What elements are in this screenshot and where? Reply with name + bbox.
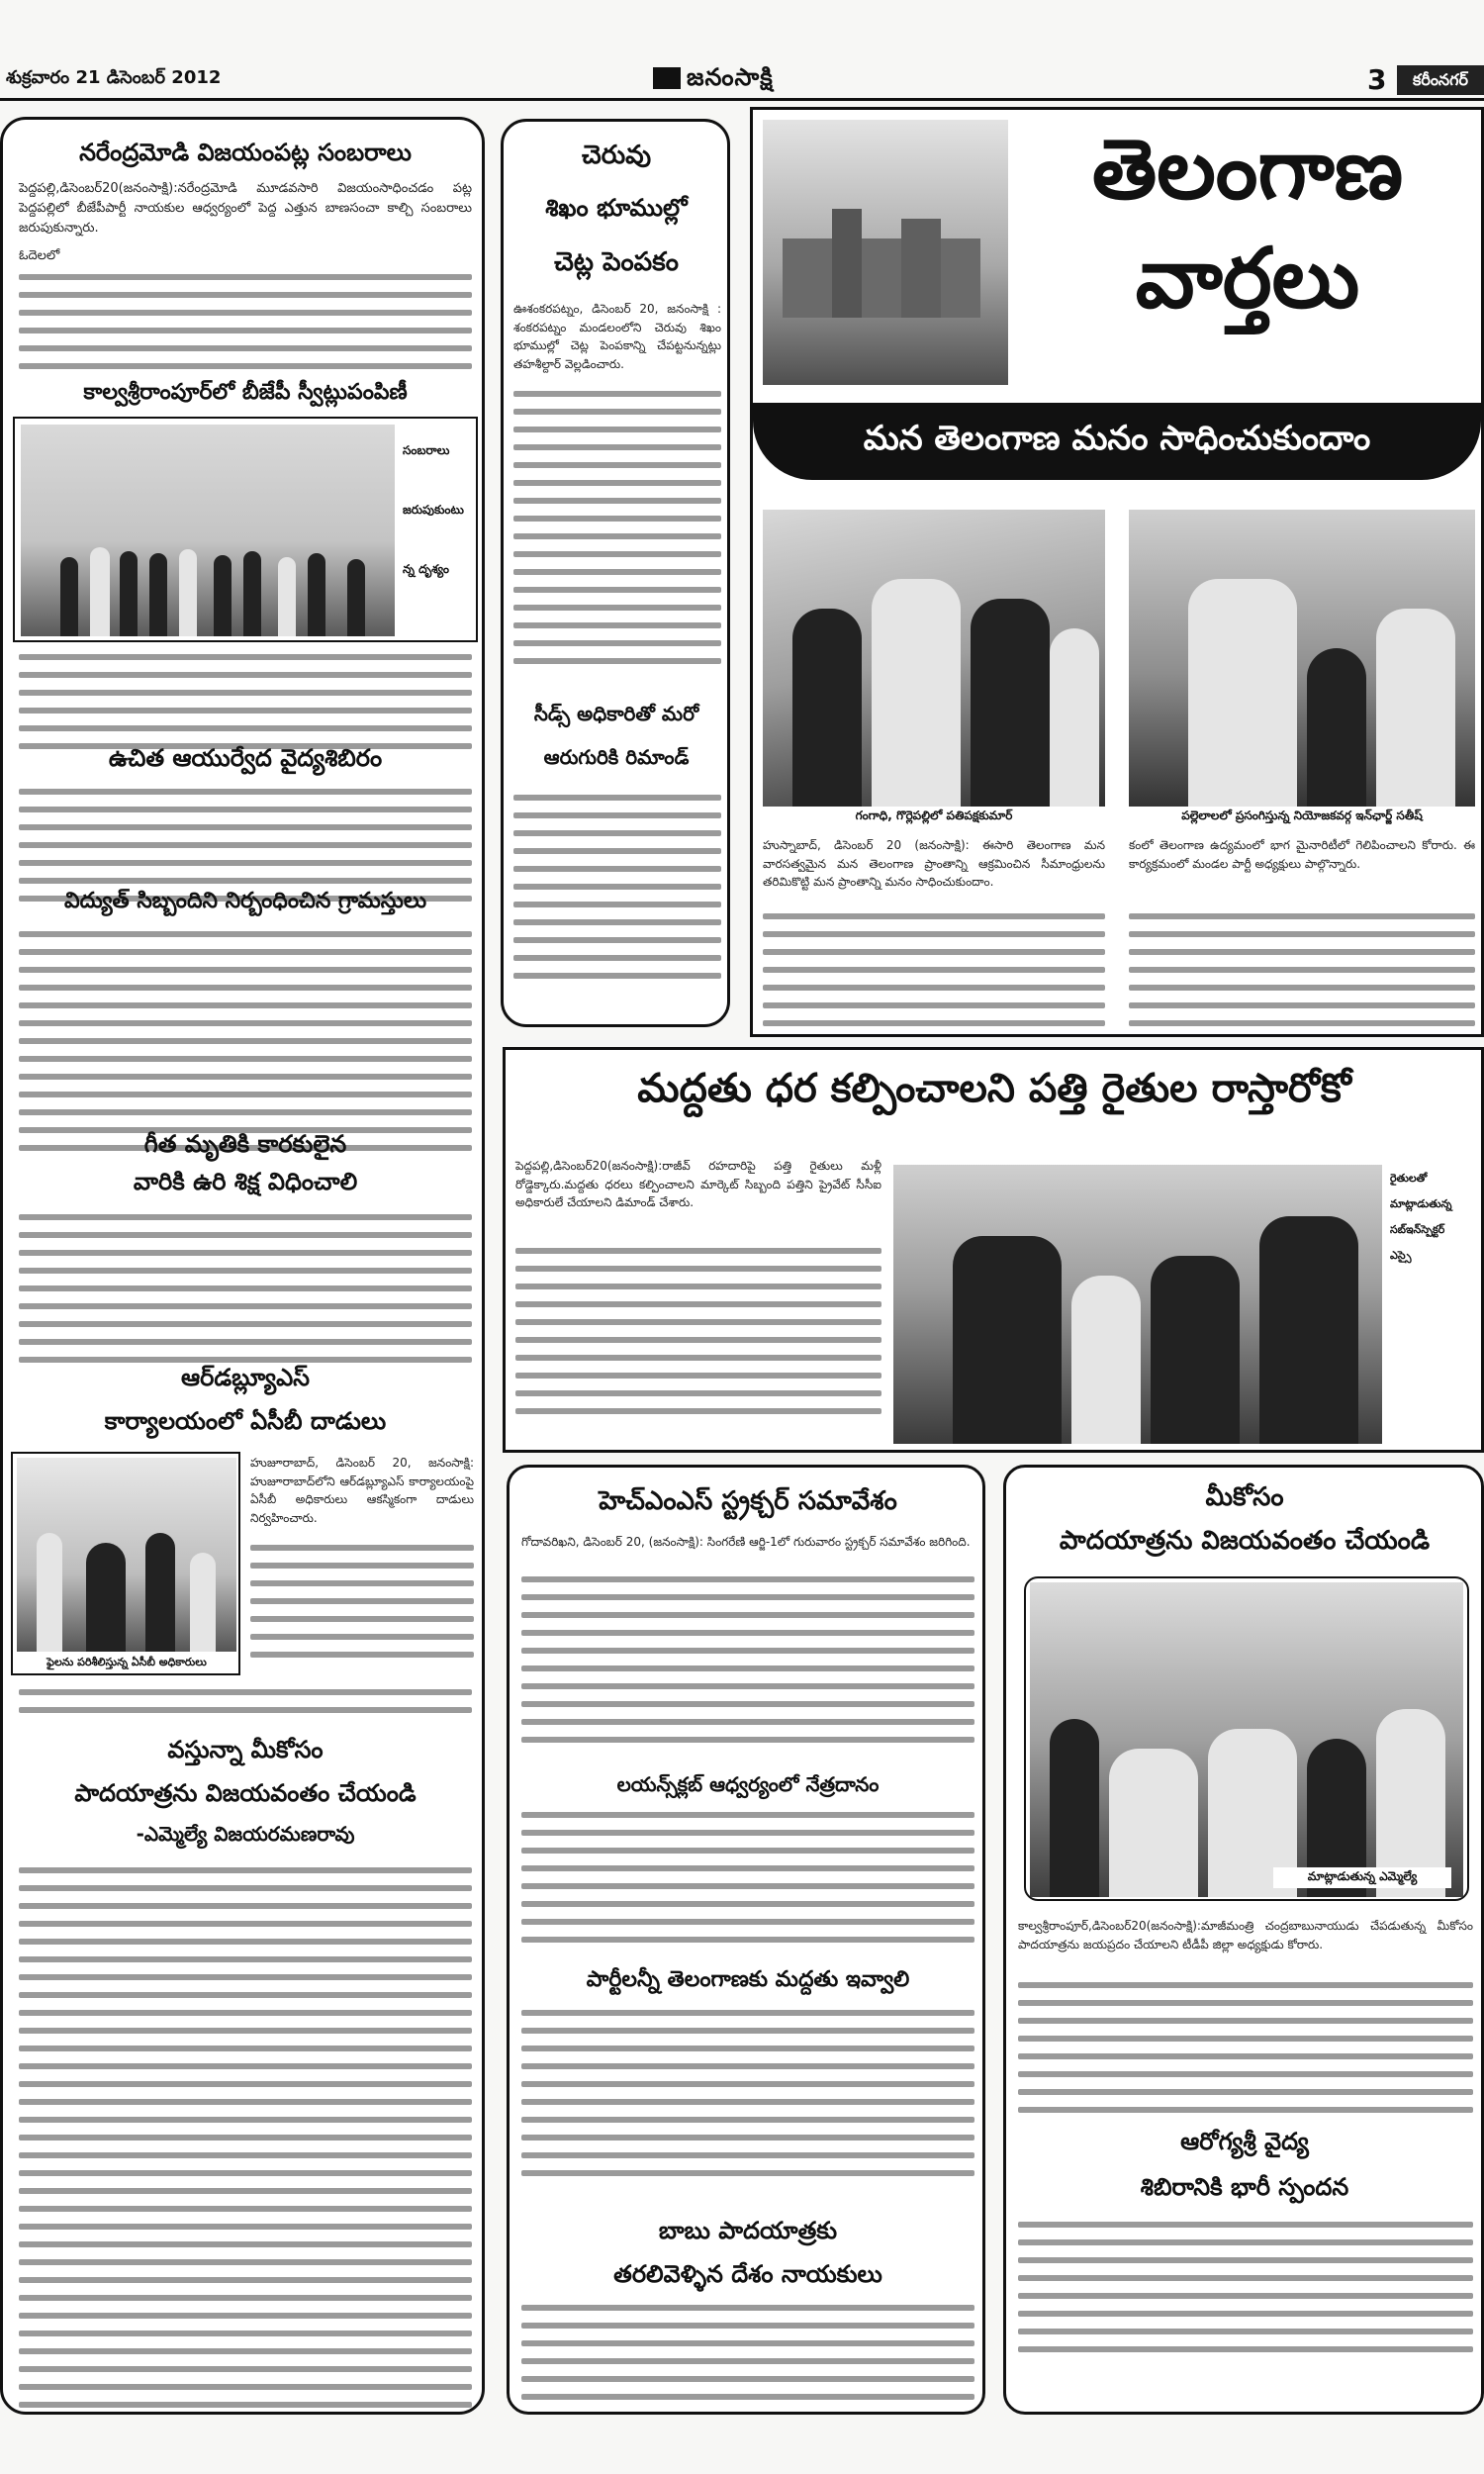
article-body: గోదావరిఖని, డిసెంబర్ 20, (జనంసాక్షి): సింగరేణి ఆర్జి-1లో గురువారం స్ట్రక్చర్ సమావేశం జరిగింది. xyxy=(521,1535,971,1549)
rasta-roko-block xyxy=(503,1047,1484,1453)
article-body: పెద్దపల్లి,డిసెంబర్20(జనంసాక్షి):రాజీవ్ రహదారిపై పత్తి రైతులు మళ్లీ రోడ్డెక్కారు.మద్దతు ధరలు కల్పించాలని మార్కెట్ సిబ్బంది పత్తిని ప్రైవేట్ సీసీఐ అధికారులే చేయాలని డిమాండ్ చేశారు. xyxy=(515,1159,881,1210)
left-column-frame xyxy=(0,117,485,2415)
article-title: సీడ్స్ అధికారితో మరో xyxy=(533,702,699,725)
news-photo xyxy=(1030,1582,1463,1897)
article-text-block xyxy=(1018,2222,1473,2364)
article-text-block xyxy=(513,391,721,676)
photo-caption: ఫైలను పరిశీలిస్తున్న ఏసీబీ అధికారులు xyxy=(46,1656,207,1668)
article-title: గీత మృతికి కారకులైన xyxy=(143,1130,347,1158)
article-text-block xyxy=(521,1576,974,1755)
article-title: బాబు పాదయాత్రకు xyxy=(658,2217,838,2244)
article-text-block xyxy=(19,274,472,381)
photo-caption: ఎస్సై xyxy=(1390,1249,1412,1262)
article-title: హెచ్‌ఎంఎస్ స్ట్రక్చర్ సమావేశం xyxy=(599,1486,897,1516)
article-title: లయన్స్‌క్లబ్ ఆధ్వర్యంలో నేత్రదానం xyxy=(616,1772,880,1796)
article-text-block xyxy=(19,1867,472,2415)
news-photo-frame xyxy=(1024,1576,1469,1901)
article-text-block xyxy=(1018,1982,1473,2125)
middle-column-frame xyxy=(501,119,730,1027)
article-text-block xyxy=(521,2305,974,2412)
article-text-block xyxy=(521,2010,974,2188)
article-byline: -ఎమ్మెల్యే విజయరమణరావు xyxy=(136,1822,355,1846)
article-title: ఆరోగ్యశ్రీ వైద్య xyxy=(1180,2128,1309,2155)
news-photo-frame xyxy=(13,417,478,642)
news-photo-frame xyxy=(11,1452,240,1675)
article-title: మీకోసం xyxy=(1205,1482,1284,1512)
article-title: చెట్ల పెంపకం xyxy=(554,247,679,277)
photo-caption: సంబరాలు xyxy=(403,443,450,457)
article-title: కార్యాలయంలో ఏసీబీ దాడులు xyxy=(104,1407,387,1435)
logo-mark-icon xyxy=(653,67,681,89)
article-body: పెద్దపల్లి,డిసెంబర్20(జనంసాక్షి):నరేంద్రమోడి మూడవసారి విజయంసాధించడం పట్ల పెద్దపల్లిలో బీజేపీపార్టీ నాయకుల ఆధ్వర్యంలో పెద్ద ఎత్తున బాణసంచా కాల్చి సంబరాలు జరుపుకున్నారు. xyxy=(19,181,472,237)
news-photo xyxy=(1129,510,1475,807)
article-title: కాల్వశ్రీరాంపూర్‌లో బీజేపీ స్వీట్లుపంపిణీ xyxy=(83,380,408,405)
meekosam-block-frame xyxy=(1003,1465,1484,2415)
news-photo xyxy=(763,510,1105,807)
photo-caption: పల్లెలాలలో ప్రసంగిస్తున్న నియోజకవర్గ ఇన్‌ఛార్జ్ సతీష్ xyxy=(1181,809,1423,822)
paper-logo xyxy=(653,63,774,97)
article-title: నరేంద్రమోడి విజయంపట్ల సంబరాలు xyxy=(79,139,412,166)
article-title: ఉచిత ఆయుర్వేద వైద్యశిబిరం xyxy=(108,744,383,772)
article-body: హుస్నాబాద్, డిసెంబర్ 20 (జనంసాక్షి): ఈసారి తెలంగాణ మన వారసత్వమైన మన తెలంగాణ ప్రాంతాన్ని ఆక్రమించిన సీమాంధ్రులను తరిమికొట్టి మన ప్రాంతాన్ని మనం సాధించుకుందాం. xyxy=(763,838,1105,890)
article-body: కాల్వశ్రీరాంపూర్,డిసెంబర్20(జనంసాక్షి):మాజీమంత్రి చంద్రబాబునాయుడు చేపడుతున్న మీకోసం పాదయాత్రను జయప్రదం చేయాలని టీడీపీ జిల్లా అధ్యక్షుడు కోరారు. xyxy=(1018,1919,1473,1951)
photo-caption: సబ్‌ఇన్‌స్పెక్టర్ xyxy=(1390,1223,1445,1236)
article-body: కంలో తెలంగాణ ఉద్యమంలో భాగ మైనారిటీలో గెలిపించాలని కోరారు. ఈ కార్యక్రమంలో మండల పార్టీ అధ్యక్షులు పాల్గొన్నారు. xyxy=(1129,838,1475,871)
article-title: వస్తున్నా మీకోసం xyxy=(167,1736,324,1763)
article-title: చెరువు xyxy=(581,141,652,170)
telangana-news-block xyxy=(750,107,1484,1037)
photo-caption: రైతులతో xyxy=(1390,1172,1428,1185)
paper-name: జనంసాక్షి xyxy=(687,63,774,91)
article-subhead: ఓదెలలో xyxy=(19,248,60,263)
hms-block-frame xyxy=(507,1465,985,2415)
article-text-block xyxy=(19,1689,472,1725)
article-title: విద్యుత్ సిబ్బందిని నిర్బంధించిన గ్రామస్తులు xyxy=(63,889,427,913)
article-text-block xyxy=(19,1214,472,1375)
article-title: శిబిరానికి భారీ స్పందన xyxy=(1140,2173,1349,2201)
article-text-block xyxy=(19,931,472,1163)
article-title: మద్దతు ధర కల్పించాలని పత్తి రైతుల రాస్తారోకో xyxy=(637,1066,1351,1111)
section-banner: మన తెలంగాణ మనం సాధించుకుందాం xyxy=(753,403,1481,480)
article-title: పార్టీలన్నీ తెలంగాణకు మద్దతు ఇవ్వాలి xyxy=(586,1967,910,1992)
edition-tag: కరీంనగర్ xyxy=(1397,65,1484,95)
article-title: పాదయాత్రను విజయవంతం చేయండి xyxy=(74,1779,417,1807)
masthead xyxy=(0,61,1484,101)
article-title: పాదయాత్రను విజయవంతం చేయండి xyxy=(1059,1526,1431,1556)
article-title: తరలివెళ్ళిన దేశం నాయకులు xyxy=(613,2260,882,2288)
photo-caption: గంగాధి, గొర్లెపల్లిలో పతిపక్షకుమార్ xyxy=(855,809,1013,822)
news-photo xyxy=(17,1458,236,1652)
article-text-block xyxy=(1129,913,1475,1037)
section-title: వార్తలు xyxy=(1135,229,1360,327)
article-text-block xyxy=(513,795,721,991)
article-text-block xyxy=(250,1545,474,1669)
fort-photo xyxy=(763,120,1008,385)
section-title: తెలంగాణ xyxy=(1091,120,1404,218)
article-body: హుజూరాబాద్, డిసెంబర్ 20, జనంసాక్షి: హుజూరాబాద్‌లోని ఆర్‌డబ్ల్యూఎస్ కార్యాలయంపై ఏసీబీ అధికారులు ఆకస్మికంగా దాడులు నిర్వహించారు. xyxy=(250,1456,474,1525)
news-photo xyxy=(21,425,395,636)
page-number: 3 xyxy=(1367,63,1387,96)
article-text-block xyxy=(763,913,1105,1037)
article-title: ఆర్‌డబ్ల్యూఎస్ xyxy=(180,1364,311,1391)
photo-caption: మాట్లాడుతున్న ఎమ్మెల్యే xyxy=(1273,1867,1451,1888)
news-photo xyxy=(893,1165,1382,1444)
photo-caption: న్న దృశ్యం xyxy=(403,562,449,576)
issue-date: శుక్రవారం 21 డిసెంబర్ 2012 xyxy=(6,67,222,88)
article-title: ఆరుగురికి రిమాండ్ xyxy=(543,745,690,769)
article-text-block xyxy=(515,1248,881,1426)
article-title: శిఖం భూముల్లో xyxy=(545,194,688,222)
article-text-block xyxy=(521,1812,974,1954)
photo-caption: మాట్లాడుతున్న xyxy=(1390,1197,1452,1210)
article-body: ఊశంకరపట్నం, డిసెంబర్ 20, జనంసాక్షి : శంకరపట్నం మండలంలోని చెరువు శిఖం భూముల్లో చెట్ల పెంపకాన్ని చేపట్టనున్నట్లు తహశీల్దార్ వెల్లడించారు. xyxy=(513,302,721,371)
photo-caption: జరుపుకుంటు xyxy=(403,503,464,517)
article-title: వారికి ఉరి శిక్ష విధించాలి xyxy=(133,1168,358,1195)
